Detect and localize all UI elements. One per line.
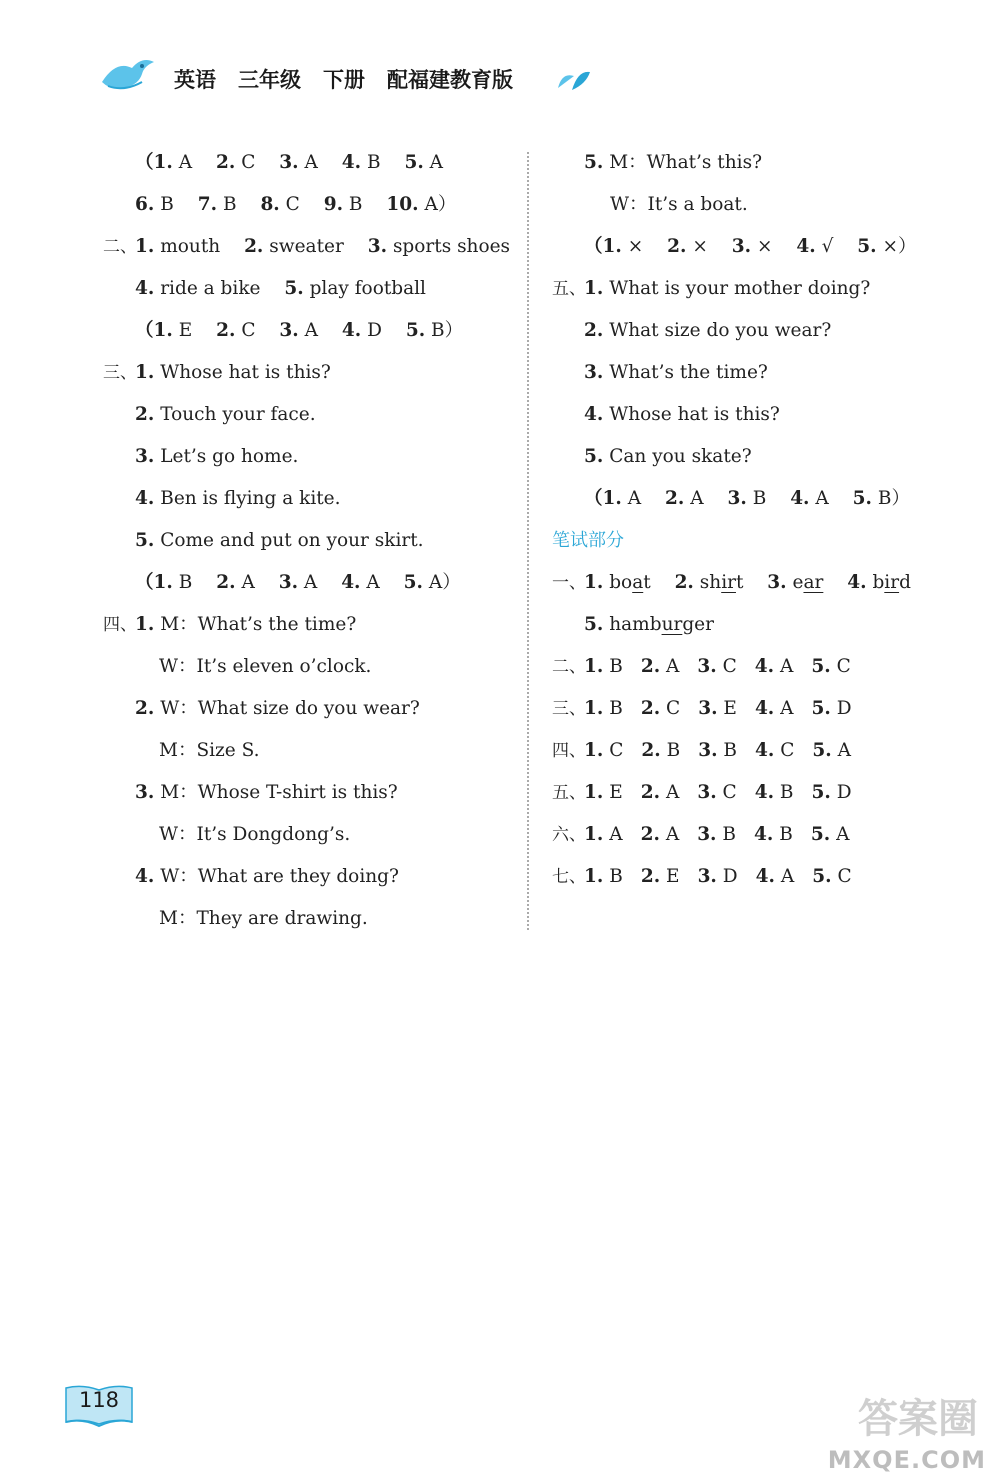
answer-value: B: [779, 782, 794, 803]
answer-value: C: [836, 656, 851, 677]
word-part-underlined: a: [632, 572, 644, 593]
answer-number: （1.: [584, 236, 622, 257]
answer-number: 2.: [216, 320, 236, 341]
answer-number: （1.: [135, 320, 173, 341]
answer-number: 5.: [403, 572, 423, 593]
answer-number: 2.: [640, 866, 661, 887]
answer-line: [552, 688, 952, 730]
answer-number: 4.: [754, 824, 774, 845]
word-hamburger: [609, 614, 714, 635]
answer-line: [552, 436, 952, 478]
answer-value: B: [609, 698, 623, 719]
answer-line: [103, 142, 513, 184]
answer-value: √: [821, 236, 834, 257]
answer-value: A: [665, 782, 680, 803]
answer-line: [103, 562, 513, 604]
answer-value: A: [304, 320, 318, 341]
answer-value: A: [815, 488, 829, 509]
answer-value: D: [836, 698, 852, 719]
answer-number: 3.: [731, 236, 752, 257]
answer-value: A: [690, 488, 704, 509]
answer-line: [552, 268, 952, 310]
header-subject: 英语: [174, 68, 216, 92]
page-header: [98, 52, 618, 102]
answer-value: W：What are they doing?: [160, 866, 399, 887]
answer-number: 1.: [584, 572, 604, 593]
answer-number: 6.: [135, 194, 155, 215]
answer-value: Ben is flying a kite.: [160, 488, 341, 509]
page-number-badge: [64, 1384, 134, 1428]
word-part: ger: [682, 614, 714, 635]
answer-line: [103, 394, 513, 436]
answer-line: [552, 562, 952, 604]
answer-value: A: [665, 824, 680, 845]
answer-number: 4.: [341, 152, 362, 173]
answer-number: 2.: [640, 824, 660, 845]
word-part-underlined: ir: [884, 572, 900, 593]
answer-number: 2.: [215, 152, 236, 173]
answer-value: M：Size S.: [159, 740, 260, 761]
answer-value: A: [304, 152, 318, 173]
answer-number: 2.: [135, 404, 155, 425]
answer-number: 5.: [812, 866, 832, 887]
word-part: b: [872, 572, 885, 593]
answer-value: A: [429, 152, 444, 173]
answer-line: [103, 646, 513, 688]
answer-number: 5.: [811, 698, 831, 719]
answer-value: C: [609, 740, 624, 761]
answer-number: 5.: [857, 236, 877, 257]
answer-number: 3.: [278, 572, 299, 593]
answer-line: [103, 772, 513, 814]
answer-value: C: [666, 698, 681, 719]
answer-value: A: [303, 572, 318, 593]
answer-number: 5.: [284, 278, 304, 299]
answer-number: 3.: [135, 446, 155, 467]
answer-value: B: [160, 194, 174, 215]
right-column: [552, 142, 952, 898]
left-column: [103, 142, 513, 940]
answer-number: 3.: [697, 782, 717, 803]
answer-number: 5.: [584, 614, 604, 635]
answer-number: 1.: [584, 698, 604, 719]
section-label: 二、: [103, 237, 137, 257]
answer-value: M：They are drawing.: [159, 908, 368, 929]
answer-value: E: [178, 320, 193, 341]
section-label: 三、: [552, 699, 586, 719]
answer-number: 1.: [584, 866, 604, 887]
answer-number: 1.: [584, 824, 604, 845]
section-label: 一、: [552, 573, 586, 593]
answer-value: ride a bike: [160, 278, 261, 299]
answer-number: 9.: [323, 194, 344, 215]
word-shirt: [700, 572, 744, 593]
watermark-logo: 答案圈: [858, 1396, 978, 1442]
answer-line: [552, 310, 952, 352]
answer-value: A: [609, 824, 623, 845]
answer-value: D: [367, 320, 382, 341]
answer-value: A: [780, 698, 794, 719]
answer-value: A）: [428, 572, 461, 593]
word-part: bo: [609, 572, 633, 593]
answer-number: 4.: [135, 278, 155, 299]
answer-value: A: [780, 866, 795, 887]
answer-value: B: [222, 194, 237, 215]
answer-value: E: [609, 782, 623, 803]
answer-number: 5.: [812, 740, 832, 761]
answer-line: [103, 184, 513, 226]
answer-value: B: [722, 824, 737, 845]
answer-line: [103, 520, 513, 562]
answer-value: B: [609, 656, 623, 677]
answer-number: 3.: [727, 488, 747, 509]
answer-number: 2.: [640, 698, 661, 719]
answer-number: 4.: [341, 572, 361, 593]
answer-line: [552, 226, 952, 268]
answer-number: 4.: [754, 782, 775, 803]
answer-line: [552, 352, 952, 394]
answer-value: ×: [627, 236, 644, 257]
word-part-underlined: ur: [661, 614, 683, 635]
answer-value: Let’s go home.: [160, 446, 299, 467]
answer-number: 2.: [135, 698, 155, 719]
answer-line: [103, 352, 513, 394]
answer-number: 4.: [135, 866, 155, 887]
answer-value: W：It’s eleven o’clock.: [159, 656, 372, 677]
word-part: d: [899, 572, 911, 593]
answer-number: 2.: [667, 236, 687, 257]
answer-line: [552, 814, 952, 856]
answer-value: Whose hat is this?: [160, 362, 331, 383]
answer-number: 4.: [790, 488, 810, 509]
answer-line: [103, 604, 513, 646]
word-part: e: [792, 572, 804, 593]
answer-value: ×: [756, 236, 773, 257]
answer-number: 8.: [260, 194, 280, 215]
answer-line: [552, 520, 952, 562]
answer-value: Come and put on your skirt.: [160, 530, 424, 551]
watermark-url: MXQE.COM: [827, 1446, 986, 1474]
answer-value: E: [666, 866, 680, 887]
answer-number: 3.: [279, 152, 299, 173]
answer-value: C: [722, 656, 737, 677]
answer-value: A）: [424, 194, 457, 215]
answer-number: 10.: [386, 194, 419, 215]
answer-value: C: [780, 740, 795, 761]
answer-line: [552, 478, 952, 520]
section-label: 三、: [103, 363, 137, 383]
word-boat: [609, 572, 650, 593]
page-number: 118: [78, 1388, 120, 1412]
answer-number: 4.: [754, 656, 775, 677]
column-divider: [527, 152, 529, 930]
answer-value: B: [609, 866, 623, 887]
answer-number: 2.: [244, 236, 264, 257]
answer-number: 3.: [135, 782, 155, 803]
answer-line: [103, 814, 513, 856]
answer-line: [552, 772, 952, 814]
answer-number: 1.: [135, 614, 155, 635]
answer-value: B）: [877, 488, 910, 509]
answer-value: B: [779, 824, 793, 845]
answer-number: 5.: [584, 446, 604, 467]
section-label: 四、: [552, 741, 586, 761]
answer-value: sweater: [269, 236, 344, 257]
word-part: t: [735, 572, 744, 593]
answer-value: A: [837, 740, 851, 761]
leaf-logo-icon: [556, 68, 592, 92]
answer-line: [103, 436, 513, 478]
section-label: 五、: [552, 279, 586, 299]
answer-number: 1.: [135, 362, 155, 383]
answer-number: 2.: [664, 488, 685, 509]
answer-line: [103, 226, 513, 268]
answer-number: 4.: [755, 740, 775, 761]
answer-number: 4.: [584, 404, 604, 425]
answer-number: 3.: [697, 866, 717, 887]
section-label: 二、: [552, 657, 586, 677]
answer-value: C: [285, 194, 300, 215]
answer-value: mouth: [160, 236, 221, 257]
answer-value: C: [722, 782, 737, 803]
answer-number: 5.: [811, 782, 831, 803]
answer-number: 3.: [584, 362, 604, 383]
header-volume: 下册: [323, 68, 365, 92]
section-label: 七、: [552, 867, 586, 887]
answer-value: B）: [431, 320, 464, 341]
answer-value: A: [627, 488, 642, 509]
answer-number: 7.: [197, 194, 218, 215]
answer-number: 4.: [796, 236, 816, 257]
answer-line: [552, 646, 952, 688]
watermark: [806, 1390, 986, 1474]
answer-value: B: [178, 572, 193, 593]
answer-value: B: [666, 740, 681, 761]
answer-value: B: [348, 194, 363, 215]
answer-number: 5.: [404, 152, 424, 173]
answer-number: 1.: [584, 656, 604, 677]
header-edition: 配福建教育版: [387, 68, 513, 92]
answer-line: [103, 268, 513, 310]
word-part: hamb: [609, 614, 662, 635]
answer-value: ×）: [882, 236, 917, 257]
answer-value: What size do you wear?: [609, 320, 832, 341]
answer-number: （1.: [135, 572, 173, 593]
answer-value: A: [836, 824, 850, 845]
answer-number: 4.: [135, 488, 155, 509]
answer-line: [552, 184, 952, 226]
answer-number: 2.: [641, 740, 661, 761]
answer-number: 5.: [811, 656, 831, 677]
answer-value: sports shoes: [392, 236, 511, 257]
answer-line: [552, 730, 952, 772]
word-part: t: [643, 572, 651, 593]
answer-value: B: [366, 152, 381, 173]
answer-value: A: [241, 572, 255, 593]
word-part: sh: [699, 572, 722, 593]
answer-number: 4.: [847, 572, 867, 593]
answer-value: M：Whose T-shirt is this?: [160, 782, 398, 803]
answer-line: [103, 730, 513, 772]
answer-line: [552, 856, 952, 898]
answer-value: A: [666, 656, 680, 677]
answer-number: 5.: [135, 530, 155, 551]
answer-number: 3.: [367, 236, 388, 257]
answer-number: 4.: [754, 698, 775, 719]
answer-value: A: [780, 656, 794, 677]
answer-value: M：What’s the time?: [160, 614, 357, 635]
word-ear: [793, 572, 824, 593]
answer-number: 3.: [767, 572, 787, 593]
seq-token: （1.: [135, 152, 173, 173]
answer-number: 1.: [135, 236, 155, 257]
answer-number: 5.: [810, 824, 831, 845]
answer-line: [103, 856, 513, 898]
answer-value: B: [752, 488, 767, 509]
answer-value: C: [241, 152, 256, 173]
answer-line: [552, 142, 952, 184]
word-part-underlined: ar: [803, 572, 824, 593]
section-label: 五、: [552, 783, 586, 803]
answer-number: 1.: [584, 278, 604, 299]
answer-line: [103, 310, 513, 352]
answer-line: [552, 604, 952, 646]
header-grade: 三年级: [238, 68, 301, 92]
answer-value: D: [722, 866, 738, 887]
answer-line: [103, 688, 513, 730]
answer-number: 2.: [640, 782, 661, 803]
answer-number: 2.: [216, 572, 236, 593]
answer-number: 2.: [640, 656, 661, 677]
answer-number: 5.: [584, 152, 604, 173]
answer-number: 5.: [852, 488, 872, 509]
written-section-title: 笔试部分: [552, 530, 624, 551]
answer-line: [103, 898, 513, 940]
answer-value: C: [241, 320, 256, 341]
bird-logo-icon: [98, 52, 158, 96]
section-label: 四、: [103, 615, 137, 635]
answer-number: 4.: [755, 866, 775, 887]
answer-value: What’s the time?: [609, 362, 768, 383]
answer-number: 3.: [279, 320, 299, 341]
answer-value: B: [723, 740, 738, 761]
answer-line: [103, 478, 513, 520]
answer-number: 5.: [405, 320, 426, 341]
answer-number: （1.: [584, 488, 622, 509]
section-label: 六、: [552, 825, 586, 845]
answer-value: W：It’s a boat.: [610, 194, 748, 215]
answer-number: 3.: [697, 656, 717, 677]
answer-value: M：What’s this?: [609, 152, 762, 173]
answer-value: C: [837, 866, 852, 887]
answer-number: 4.: [341, 320, 362, 341]
answer-value: D: [836, 782, 852, 803]
answer-value: play football: [309, 278, 426, 299]
answer-value: E: [723, 698, 737, 719]
answer-number: 3.: [698, 740, 718, 761]
answer-value: W：It’s Dongdong’s.: [159, 824, 351, 845]
answer-value: Touch your face.: [160, 404, 316, 425]
answer-value: Can you skate?: [609, 446, 752, 467]
word-part-underlined: ir: [721, 572, 736, 593]
answer-line: [552, 394, 952, 436]
answer-number: 2.: [584, 320, 604, 341]
answer-value: Whose hat is this?: [609, 404, 780, 425]
answer-number: 2.: [674, 572, 694, 593]
answer-value: A: [366, 572, 380, 593]
answer-number: 1.: [584, 782, 604, 803]
answer-value: What is your mother doing?: [609, 278, 871, 299]
answer-value: W：What size do you wear?: [160, 698, 420, 719]
written-answer-rows: [552, 646, 952, 898]
word-bird: [872, 572, 910, 593]
answer-value: ×: [692, 236, 708, 257]
answer-number: 3.: [698, 698, 718, 719]
header-title: [174, 64, 535, 94]
answer-number: 3.: [697, 824, 717, 845]
answer-number: 1.: [584, 740, 604, 761]
answer-value: A: [178, 152, 193, 173]
